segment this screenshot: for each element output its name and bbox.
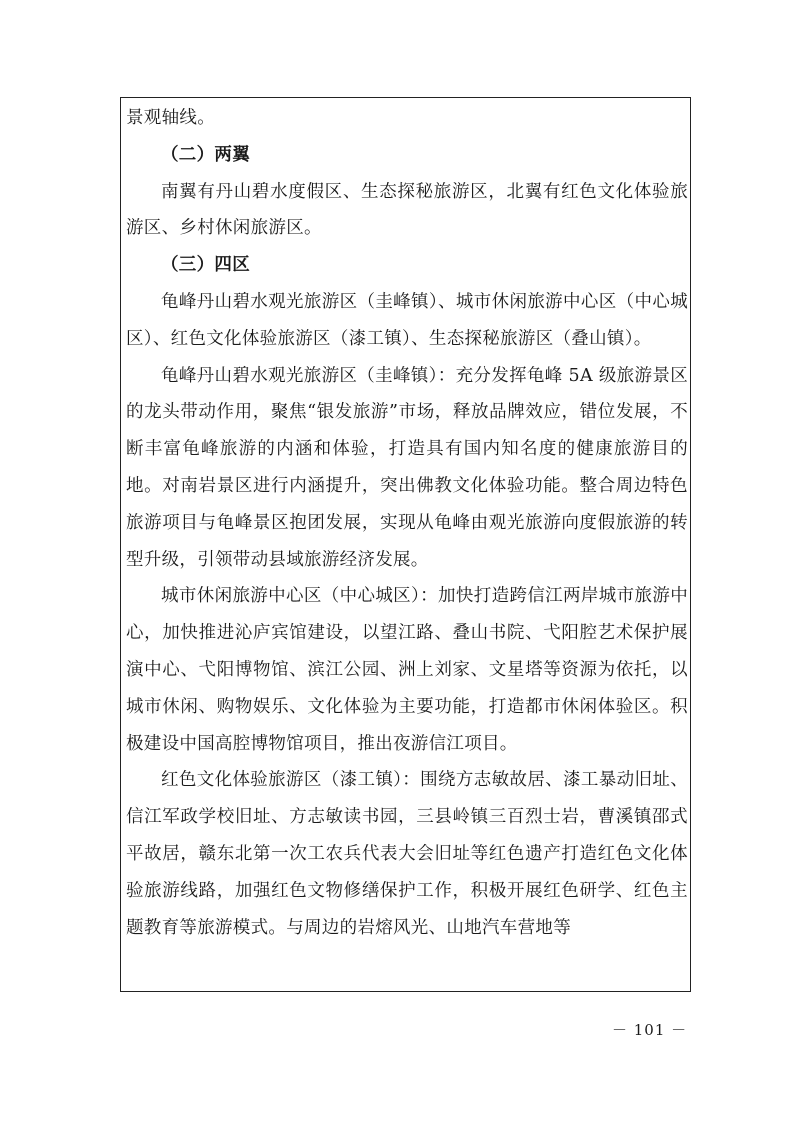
document-body — [126, 100, 688, 946]
paragraph-red-culture-zone: 红色文化体验旅游区（漆工镇）：围绕方志敏故居、漆工暴动旧址、信江军政学校旧址、方志敏读书园，三县岭镇三百烈士岩，曹溪镇邵式平故居，赣东北第一次工农兵代表大会旧址等红色遗产打造红色文化体验旅游线路，加强红色文物修缮保护工作，积极开展红色研学、红色主题教育等旅游模式。与周边的岩熔风光、山地汽车营地等 — [126, 770, 688, 938]
paragraph-guifeng-zone: 龟峰丹山碧水观光旅游区（圭峰镇）：充分发挥龟峰 5A 级旅游景区的龙头带动作用，聚焦“银发旅游”市场，释放品牌效应，错位发展，不断丰富龟峰旅游的内涵和体验，打造具有国内知名度的健康旅游目的地。对南岩景区进行内涵提升，突出佛教文化体验功能。整合周边特色旅游项目与龟峰景区抱团发展，实现从龟峰由观光旅游向度假旅游的转型升级，引领带动县域旅游经济发展。 — [126, 365, 688, 570]
section-heading-two-wings: （二）两翼 — [161, 144, 250, 165]
paragraph-four-zones-list: 龟峰丹山碧水观光旅游区（圭峰镇）、城市休闲旅游中心区（中心城区）、红色文化体验旅游区（漆工镇）、生态探秘旅游区（叠山镇）。 — [126, 291, 688, 349]
paragraph-two-wings: 南翼有丹山碧水度假区、生态探秘旅游区，北翼有红色文化体验旅游区、乡村休闲旅游区。 — [126, 181, 688, 239]
section-heading-four-zones: （三）四区 — [161, 255, 250, 276]
page-number: － 101 － — [612, 1021, 688, 1039]
paragraph-city-center-zone: 城市休闲旅游中心区（中心城区）：加快打造跨信江两岸城市旅游中心，加快推进沁庐宾馆建设，以望江路、叠山书院、弋阳腔艺术保护展演中心、弋阳博物馆、滨江公园、洲上刘家、文星塔等资源为依托，以城市休闲、购物娱乐、文化体验为主要功能，打造都市休闲体验区。积极建设中国高腔博物馆项目，推出夜游信江项目。 — [126, 586, 688, 754]
paragraph-continuation: 景观轴线。 — [126, 108, 215, 128]
